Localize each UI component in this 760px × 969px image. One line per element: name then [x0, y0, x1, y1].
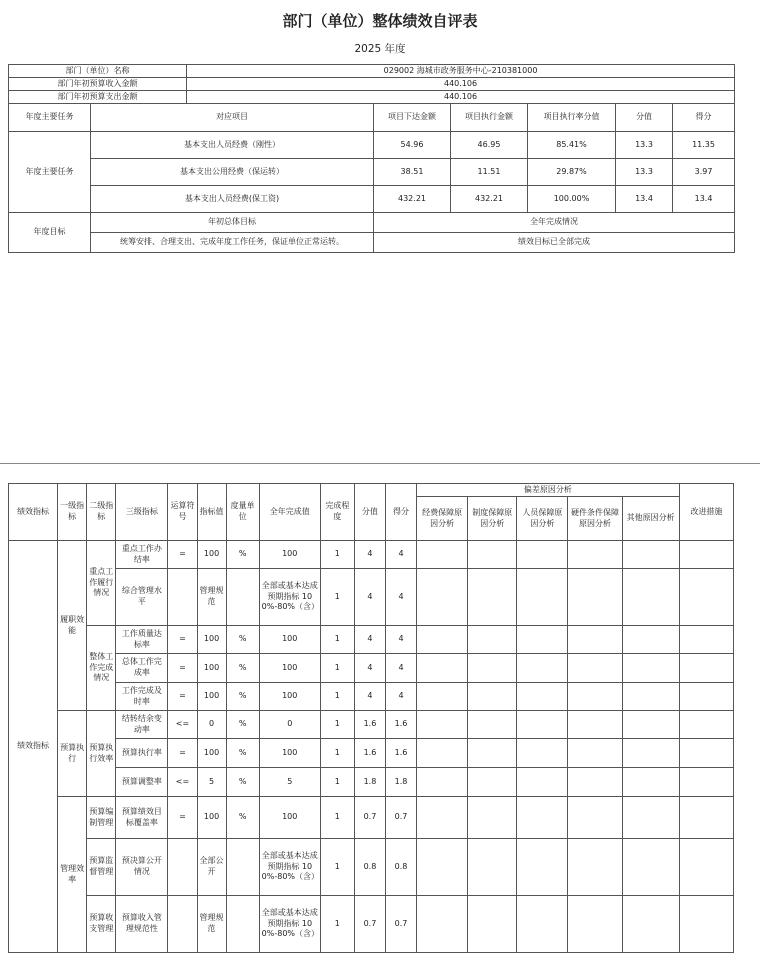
goal-plan-text: 统筹安排、合理支出、完成年度工作任务，保证单位正常运转。 — [91, 233, 374, 253]
performance-table — [8, 483, 734, 953]
dev-staff-cell — [517, 768, 568, 797]
level3-label: 预算绩效目标覆盖率 — [116, 797, 168, 839]
dev-hardware-cell — [568, 839, 622, 896]
degree-value: 1 — [320, 654, 354, 683]
dev-hardware-cell — [568, 683, 622, 711]
level1-label: 管理效率 — [58, 797, 87, 953]
hdr-indicator: 绩效指标 — [9, 484, 58, 541]
weight-value: 4 — [354, 683, 385, 711]
hdr-level2: 二级指标 — [87, 484, 116, 541]
improve-cell — [679, 683, 733, 711]
dev-other-cell — [622, 711, 679, 739]
table-row — [9, 797, 734, 839]
dev-other-cell — [622, 739, 679, 768]
degree-value: 1 — [320, 626, 354, 654]
task-executed: 11.51 — [451, 159, 528, 186]
hdr-target: 指标值 — [197, 484, 226, 541]
unit-value: % — [226, 683, 259, 711]
dev-funding-cell — [417, 896, 468, 953]
degree-value: 1 — [320, 739, 354, 768]
dev-funding-cell — [417, 739, 468, 768]
score-value: 0.7 — [385, 797, 416, 839]
indicator-category: 绩效指标 — [9, 541, 58, 953]
task-score: 11.35 — [673, 132, 735, 159]
unit-value: % — [226, 768, 259, 797]
budget-expense-value: 440.106 — [187, 91, 735, 104]
dev-system-cell — [468, 654, 517, 683]
improve-cell — [679, 541, 733, 569]
dev-other-cell — [622, 797, 679, 839]
task-issued: 38.51 — [374, 159, 451, 186]
unit-value: % — [226, 739, 259, 768]
col-header-issued: 项目下达金额 — [374, 104, 451, 132]
page-divider — [0, 463, 760, 464]
weight-value: 4 — [354, 541, 385, 569]
degree-value: 1 — [320, 711, 354, 739]
improve-cell — [679, 711, 733, 739]
dev-hardware-cell — [568, 654, 622, 683]
hdr-dev-system: 制度保障原因分析 — [468, 497, 517, 541]
level3-label: 综合管理水平 — [116, 569, 168, 626]
improve-cell — [679, 797, 733, 839]
improve-cell — [679, 768, 733, 797]
task-issued: 54.96 — [374, 132, 451, 159]
dev-system-cell — [468, 683, 517, 711]
hdr-dev-other: 其他原因分析 — [622, 497, 679, 541]
dev-hardware-cell — [568, 768, 622, 797]
table-row — [9, 739, 734, 768]
unit-value — [226, 569, 259, 626]
task-weight: 13.4 — [616, 186, 673, 213]
actual-value: 5 — [259, 768, 320, 797]
target-value: 100 — [197, 626, 226, 654]
dev-hardware-cell — [568, 569, 622, 626]
dev-hardware-cell — [568, 797, 622, 839]
level1-label: 预算执行 — [58, 711, 87, 797]
actual-value: 100 — [259, 739, 320, 768]
dev-staff-cell — [517, 683, 568, 711]
level2-label: 预算编制管理 — [87, 797, 116, 839]
weight-value: 4 — [354, 626, 385, 654]
score-value: 1.6 — [385, 711, 416, 739]
tasks-label: 年度主要任务 — [9, 132, 91, 213]
operator-value — [168, 839, 197, 896]
col-header-score: 得分 — [673, 104, 735, 132]
level1-label: 履职效能 — [58, 541, 87, 711]
target-value: 100 — [197, 654, 226, 683]
level3-label: 预算收入管理规范性 — [116, 896, 168, 953]
level2-label: 重点工作履行情况 — [87, 541, 116, 626]
unit-value: % — [226, 654, 259, 683]
table-row — [9, 569, 734, 626]
degree-value: 1 — [320, 768, 354, 797]
target-value: 0 — [197, 711, 226, 739]
operator-value: = — [168, 654, 197, 683]
task-score: 13.4 — [673, 186, 735, 213]
unit-value: % — [226, 626, 259, 654]
budget-expense-label: 部门年初预算支出金额 — [9, 91, 187, 104]
hdr-score: 得分 — [385, 484, 416, 541]
table-row — [9, 896, 734, 953]
dev-funding-cell — [417, 768, 468, 797]
dev-staff-cell — [517, 569, 568, 626]
hdr-operator: 运算符号 — [168, 484, 197, 541]
table-row — [9, 626, 734, 654]
weight-value: 0.7 — [354, 797, 385, 839]
target-value: 100 — [197, 541, 226, 569]
operator-value: <= — [168, 768, 197, 797]
dev-system-cell — [468, 768, 517, 797]
target-value: 管理规范 — [197, 896, 226, 953]
dev-staff-cell — [517, 896, 568, 953]
summary-table — [8, 64, 735, 253]
goal-done-text: 绩效目标已全部完成 — [374, 233, 735, 253]
dev-staff-cell — [517, 839, 568, 896]
hdr-degree: 完成程度 — [320, 484, 354, 541]
task-weight: 13.3 — [616, 132, 673, 159]
dev-system-cell — [468, 626, 517, 654]
level3-label: 预算执行率 — [116, 739, 168, 768]
hdr-unit: 度量单位 — [226, 484, 259, 541]
target-value: 全部公开 — [197, 839, 226, 896]
operator-value: = — [168, 739, 197, 768]
actual-value: 全部或基本达成预期指标 100%-80%（含） — [259, 896, 320, 953]
dev-hardware-cell — [568, 711, 622, 739]
improve-cell — [679, 896, 733, 953]
weight-value: 0.7 — [354, 896, 385, 953]
level3-label: 总体工作完成率 — [116, 654, 168, 683]
level3-label: 预算调整率 — [116, 768, 168, 797]
actual-value: 100 — [259, 683, 320, 711]
budget-income-label: 部门年初预算收入金额 — [9, 78, 187, 91]
dev-funding-cell — [417, 541, 468, 569]
dev-staff-cell — [517, 797, 568, 839]
dev-other-cell — [622, 839, 679, 896]
operator-value: = — [168, 797, 197, 839]
page-title: 部门（单位）整体绩效自评表 — [282, 12, 478, 30]
dev-funding-cell — [417, 683, 468, 711]
score-value: 4 — [385, 626, 416, 654]
dev-system-cell — [468, 896, 517, 953]
weight-value: 1.6 — [354, 711, 385, 739]
task-score: 3.97 — [673, 159, 735, 186]
score-value: 1.8 — [385, 768, 416, 797]
table-row — [9, 541, 734, 569]
dev-staff-cell — [517, 654, 568, 683]
dev-funding-cell — [417, 839, 468, 896]
actual-value: 100 — [259, 626, 320, 654]
actual-value: 0 — [259, 711, 320, 739]
dev-funding-cell — [417, 797, 468, 839]
col-header-weight: 分值 — [616, 104, 673, 132]
hdr-deviation: 偏差原因分析 — [417, 484, 680, 497]
table-row — [9, 839, 734, 896]
score-value: 0.8 — [385, 839, 416, 896]
goal-label: 年度目标 — [9, 213, 91, 253]
target-value: 100 — [197, 739, 226, 768]
col-header-executed: 项目执行金额 — [451, 104, 528, 132]
unit-value: % — [226, 541, 259, 569]
goal-done-header: 全年完成情况 — [374, 213, 735, 233]
level3-label: 工作质量达标率 — [116, 626, 168, 654]
level2-label: 预算收支管理 — [87, 896, 116, 953]
degree-value: 1 — [320, 839, 354, 896]
unit-name-label: 部门（单位）名称 — [9, 65, 187, 78]
col-header-rate: 项目执行率分值 — [528, 104, 616, 132]
unit-value: % — [226, 797, 259, 839]
hdr-improve: 改进措施 — [679, 484, 733, 541]
actual-value: 100 — [259, 541, 320, 569]
goal-plan-header: 年初总体目标 — [91, 213, 374, 233]
level2-label: 预算执行效率 — [87, 711, 116, 797]
task-item: 基本支出人员经费（刚性） — [91, 132, 374, 159]
level3-label: 重点工作办结率 — [116, 541, 168, 569]
dev-hardware-cell — [568, 626, 622, 654]
task-executed: 432.21 — [451, 186, 528, 213]
dev-system-cell — [468, 569, 517, 626]
operator-value — [168, 569, 197, 626]
dev-other-cell — [622, 768, 679, 797]
unit-name-value: 029002 海城市政务服务中心-210381000 — [187, 65, 735, 78]
weight-value: 0.8 — [354, 839, 385, 896]
unit-value: % — [226, 711, 259, 739]
unit-value — [226, 839, 259, 896]
degree-value: 1 — [320, 569, 354, 626]
hdr-weight: 分值 — [354, 484, 385, 541]
improve-cell — [679, 626, 733, 654]
target-value: 100 — [197, 797, 226, 839]
dev-hardware-cell — [568, 541, 622, 569]
table-row — [9, 711, 734, 739]
score-value: 4 — [385, 569, 416, 626]
report-year: 2025 年度 — [354, 43, 406, 55]
dev-other-cell — [622, 654, 679, 683]
score-value: 1.6 — [385, 739, 416, 768]
hdr-dev-staff: 人员保障原因分析 — [517, 497, 568, 541]
weight-value: 4 — [354, 654, 385, 683]
level3-label: 结转结余变动率 — [116, 711, 168, 739]
level2-label: 整体工作完成情况 — [87, 626, 116, 711]
dev-system-cell — [468, 711, 517, 739]
dev-other-cell — [622, 683, 679, 711]
score-value: 4 — [385, 541, 416, 569]
dev-staff-cell — [517, 541, 568, 569]
actual-value: 100 — [259, 654, 320, 683]
actual-value: 全部或基本达成预期指标 100%-80%（含） — [259, 839, 320, 896]
score-value: 0.7 — [385, 896, 416, 953]
level2-label: 预算监督管理 — [87, 839, 116, 896]
task-weight: 13.3 — [616, 159, 673, 186]
dev-hardware-cell — [568, 739, 622, 768]
hdr-level1: 一级指标 — [58, 484, 87, 541]
operator-value: = — [168, 683, 197, 711]
hdr-dev-hardware: 硬件条件保障原因分析 — [568, 497, 622, 541]
dev-other-cell — [622, 569, 679, 626]
table-row — [9, 654, 734, 683]
hdr-actual: 全年完成值 — [259, 484, 320, 541]
target-value: 管理规范 — [197, 569, 226, 626]
dev-system-cell — [468, 541, 517, 569]
dev-staff-cell — [517, 626, 568, 654]
target-value: 5 — [197, 768, 226, 797]
task-rate: 29.87% — [528, 159, 616, 186]
actual-value: 100 — [259, 797, 320, 839]
dev-funding-cell — [417, 711, 468, 739]
task-rate: 85.41% — [528, 132, 616, 159]
dev-staff-cell — [517, 739, 568, 768]
degree-value: 1 — [320, 683, 354, 711]
degree-value: 1 — [320, 896, 354, 953]
dev-system-cell — [468, 839, 517, 896]
operator-value: = — [168, 541, 197, 569]
table-row — [9, 768, 734, 797]
task-issued: 432.21 — [374, 186, 451, 213]
score-value: 4 — [385, 654, 416, 683]
operator-value: <= — [168, 711, 197, 739]
dev-hardware-cell — [568, 896, 622, 953]
dev-system-cell — [468, 797, 517, 839]
improve-cell — [679, 839, 733, 896]
table-row — [9, 683, 734, 711]
improve-cell — [679, 739, 733, 768]
task-item: 基本支出人员经费(保工资) — [91, 186, 374, 213]
dev-other-cell — [622, 896, 679, 953]
unit-value — [226, 896, 259, 953]
degree-value: 1 — [320, 541, 354, 569]
col-header-item: 对应项目 — [91, 104, 374, 132]
target-value: 100 — [197, 683, 226, 711]
dev-staff-cell — [517, 711, 568, 739]
actual-value: 全部或基本达成预期指标 100%-80%（含） — [259, 569, 320, 626]
dev-other-cell — [622, 626, 679, 654]
hdr-level3: 三级指标 — [116, 484, 168, 541]
hdr-dev-funding: 经费保障原因分析 — [417, 497, 468, 541]
dev-system-cell — [468, 739, 517, 768]
dev-other-cell — [622, 541, 679, 569]
level3-label: 预决算公开情况 — [116, 839, 168, 896]
dev-funding-cell — [417, 569, 468, 626]
budget-income-value: 440.106 — [187, 78, 735, 91]
improve-cell — [679, 654, 733, 683]
task-rate: 100.00% — [528, 186, 616, 213]
weight-value: 4 — [354, 569, 385, 626]
task-item: 基本支出公用经费（保运转） — [91, 159, 374, 186]
improve-cell — [679, 569, 733, 626]
tasks-header-label: 年度主要任务 — [9, 104, 91, 132]
dev-funding-cell — [417, 626, 468, 654]
degree-value: 1 — [320, 797, 354, 839]
dev-funding-cell — [417, 654, 468, 683]
task-executed: 46.95 — [451, 132, 528, 159]
score-value: 4 — [385, 683, 416, 711]
weight-value: 1.6 — [354, 739, 385, 768]
level3-label: 工作完成及时率 — [116, 683, 168, 711]
operator-value: = — [168, 626, 197, 654]
weight-value: 1.8 — [354, 768, 385, 797]
operator-value — [168, 896, 197, 953]
